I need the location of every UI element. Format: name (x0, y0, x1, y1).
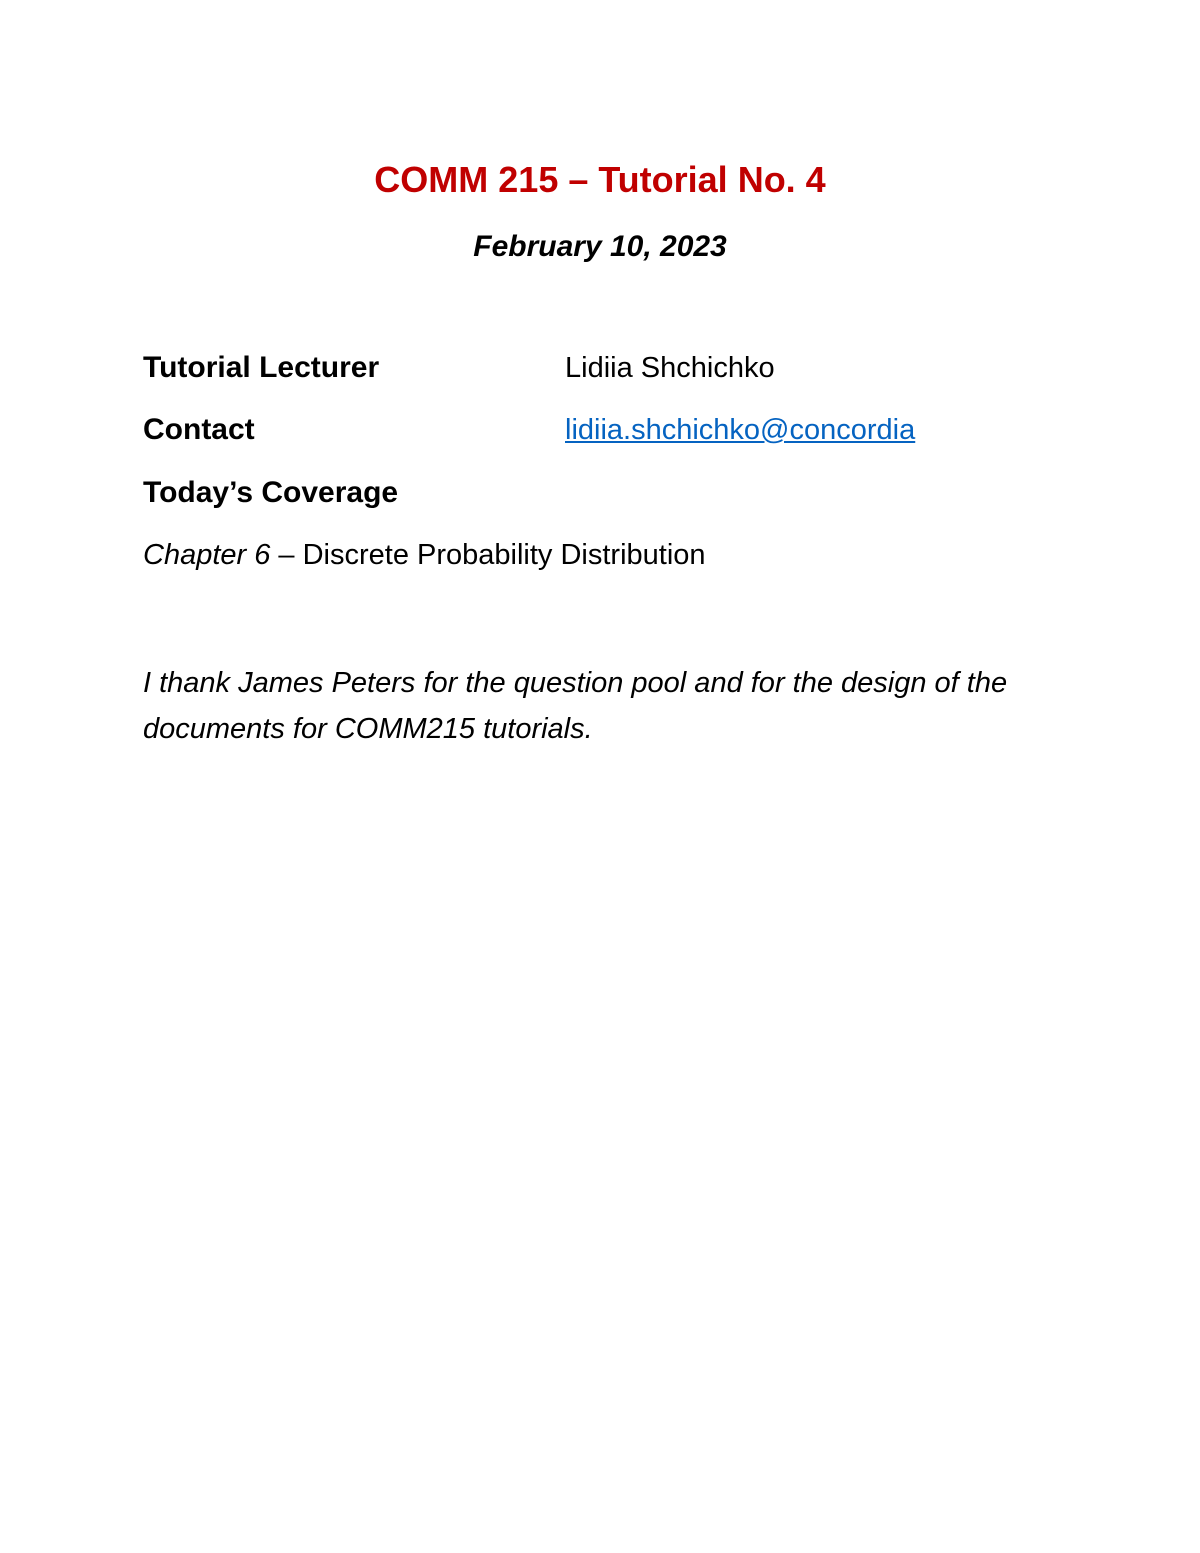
contact-label: Contact (143, 413, 255, 446)
contact-email-link[interactable]: lidiia.shchichko@concordia (565, 414, 916, 446)
document-date: February 10, 2023 (473, 230, 727, 263)
coverage-label: Today’s Coverage (143, 476, 399, 509)
coverage-topic: Discrete Probability Distribution (302, 539, 706, 571)
coverage-row (143, 473, 1063, 513)
coverage-chapter: Chapter 6 (143, 539, 271, 571)
contact-row (143, 410, 1063, 450)
lecturer-label: Tutorial Lecturer (143, 351, 380, 384)
acknowledgement-text: I thank James Peters for the question pool and for the design of the documents for COMM215 tutorials. (143, 667, 1008, 745)
coverage-line (143, 535, 706, 575)
coverage-separator: – (270, 539, 303, 571)
document-title: COMM 215 – Tutorial No. 4 (374, 159, 826, 200)
lecturer-name: Lidiia Shchichko (565, 352, 775, 384)
lecturer-row (143, 348, 1063, 388)
